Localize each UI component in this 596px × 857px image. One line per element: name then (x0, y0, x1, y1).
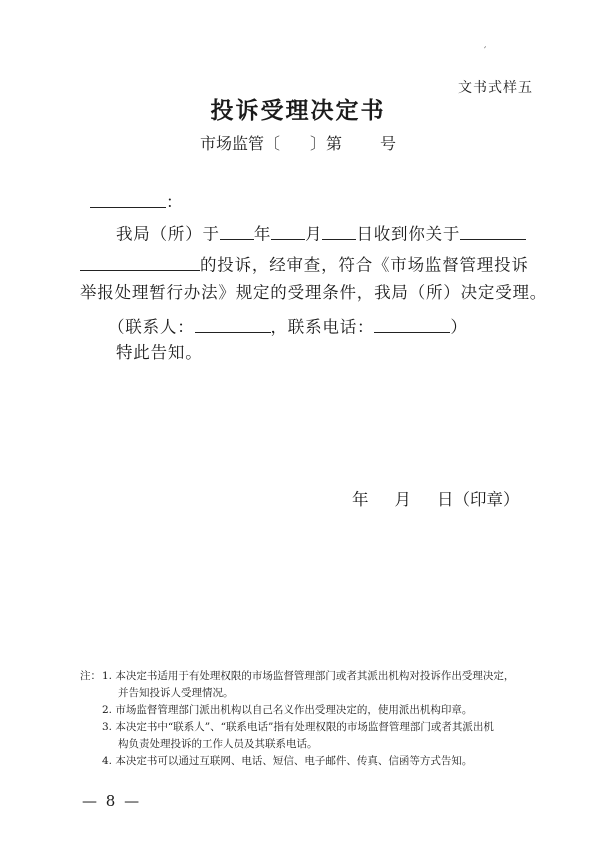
signature-date-seal (352, 492, 520, 509)
note-3-line-2: 构负责处理投诉的工作人员及其联系电话。 (118, 738, 318, 750)
notes-prefix: 注： (80, 670, 101, 682)
month-blank[interactable] (271, 222, 305, 240)
sig-year: 年 (352, 490, 369, 509)
note-4: 4. 本决定书可以通过互联网、电话、短信、电子邮件、传真、信函等方式告知。 (102, 755, 473, 767)
subject-blank-2[interactable] (80, 253, 200, 271)
addressee-blank[interactable] (90, 190, 166, 208)
contact-phone-label: ，联系电话： (270, 317, 375, 337)
contact-person-blank[interactable] (195, 315, 271, 333)
note-3-line-1: 3. 本决定书中“联系人”、“联系电话”指有处理权限的市场监督管理部门或者其派出机 (102, 721, 494, 733)
body-line-2 (80, 253, 529, 274)
contact-close: ） (450, 317, 468, 337)
contact-line (108, 315, 468, 336)
note-1-line-2: 并告知投诉人受理情况。 (118, 687, 234, 699)
addressee-colon: ： (166, 192, 184, 212)
complaint-review-text: 的投诉，经审查，符合《市场监督管理投诉 (200, 255, 529, 275)
contact-phone-blank[interactable] (374, 315, 450, 333)
subject-blank-1[interactable] (460, 222, 526, 240)
closing-text: 特此告知。 (116, 343, 203, 362)
corner-mark: ′ (484, 46, 487, 57)
docno-prefix: 市场监管〔 (199, 134, 280, 153)
body-line-1 (116, 222, 526, 243)
docno-suffix: 号 (380, 134, 397, 153)
note-2: 2. 市场监督管理部门派出机构以自己名义作出受理决定的，使用派出机构印章。 (102, 704, 473, 716)
page-number: — 8 — (82, 792, 142, 810)
year-blank[interactable] (220, 222, 254, 240)
page-title: 投诉受理决定书 (210, 97, 386, 124)
docno-mid: 〕第 (309, 134, 342, 153)
day-blank[interactable] (322, 222, 356, 240)
sig-day-seal: 日（印章） (437, 490, 520, 509)
year-label: 年 (253, 224, 272, 244)
form-style-label: 文书式样五 (458, 80, 533, 96)
document-number (0, 131, 596, 154)
received-prefix: 我局（所）于 (116, 224, 220, 244)
month-label: 月 (305, 224, 323, 244)
day-label: 日收到你关于 (356, 224, 461, 244)
addressee-line (90, 190, 183, 211)
contact-person-label: （联系人： (108, 317, 195, 337)
sig-month: 月 (394, 490, 411, 509)
note-1-line-1: 1. 本决定书适用于有处理权限的市场监督管理部门或者其派出机构对投诉作出受理决定， (102, 670, 515, 682)
body-line-3: 举报处理暂行办法》规定的受理条件，我局（所）决定受理。 (80, 283, 548, 302)
